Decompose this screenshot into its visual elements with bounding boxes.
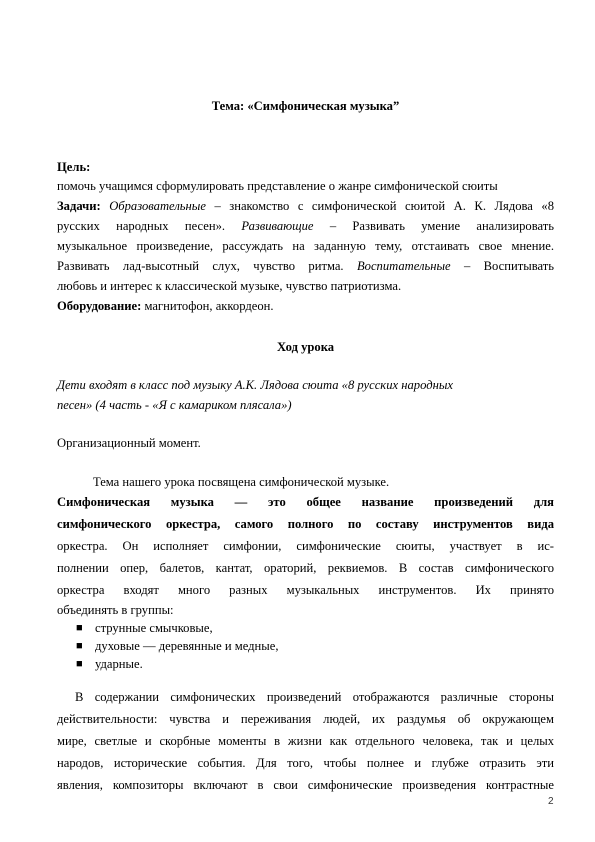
dev-text-1: – Развивать умение анализировать [313, 219, 555, 233]
content-line-4: народов, исторические события. Для того, чтобы полнее и глубже отразить эти [57, 756, 554, 770]
intro-line-1: Дети входят в класс под музыку А.К. Лядова сюита «8 русских народных [57, 378, 453, 392]
content-line-5: явления, композиторы включают в свои симфонические произведения контрастные [57, 778, 554, 792]
tasks-line-4b: – Воспитывать [450, 259, 554, 273]
tasks-line-4 [57, 259, 554, 274]
symph-line-3: оркестра. Он исполняет симфонии, симфонические сюиты, участвует в ис- [57, 539, 554, 553]
bullet-marker: ■ [76, 640, 83, 652]
tasks-line-3: музыкальное произведение, рассуждать на заданную тему, отстаивать свое мнение. [57, 239, 554, 253]
dev-label: Развивающие [241, 219, 314, 233]
edu-text-1: – знакомство с симфонической сюитой А. К. Лядова «8 [205, 199, 555, 213]
lesson-heading: Ход урока [276, 340, 335, 354]
list-item: духовые — деревянные и медные, [95, 639, 279, 653]
symph-line-1: Симфоническая музыка — это общее название произведений для [57, 495, 554, 509]
tasks-line-5: любовь и интерес к классической музыке, чувство патриотизма. [57, 279, 402, 293]
org-moment: Организационный момент. [57, 436, 201, 450]
equipment-line [57, 299, 554, 314]
tasks-line-2 [57, 219, 554, 234]
edu-label: Образовательные [109, 199, 206, 213]
intro-line-2: песен» (4 часть - «Я с камариком плясала») [57, 398, 292, 412]
list-item: ударные. [95, 657, 143, 671]
symph-line-5: оркестра входят много разных музыкальных инструментов. Их принято [57, 583, 554, 597]
list-item: струнные смычковые, [95, 621, 213, 635]
page-number: 2 [548, 796, 554, 807]
equipment-label: Оборудование: [57, 299, 142, 313]
edu-text-2: русских народных песен». [57, 219, 226, 233]
vos-label: Воспитательные [356, 259, 451, 273]
content-line-2: действительности: чувства и переживания людей, их раздумья об окружающем [57, 712, 554, 726]
tasks-line-1 [57, 199, 554, 214]
content-line-3: мире, светлые и скорбные моменты в жизни как отдельного человека, так и целых [57, 734, 554, 748]
page-title: Тема: «Симфоническая музыка” [211, 99, 400, 113]
tasks-line-4a: Развивать лад-высотный слух, чувство ритма. [57, 259, 344, 273]
bullet-marker: ■ [76, 658, 83, 670]
content-line-1: В содержании симфонических произведений отображаются различные стороны [75, 690, 554, 704]
topic-line: Тема нашего урока посвящена симфонической музыке. [93, 475, 390, 489]
goal-text: помочь учащимся сформулировать представление о жанре симфонической сюиты [57, 179, 498, 193]
tasks-label: Задачи: [57, 199, 101, 213]
bullet-marker: ■ [76, 622, 83, 634]
equipment-text: магнитофон, аккордеон. [141, 299, 274, 313]
symph-line-2: симфонического оркестра, самого полного по составу инструментов вида [57, 517, 554, 531]
goal-heading: Цель: [57, 160, 91, 174]
symph-line-4: полнении опер, балетов, кантат, ораторий, реквиемов. В состав симфонического [57, 561, 554, 575]
symph-line-6: объединять в группы: [57, 603, 174, 617]
